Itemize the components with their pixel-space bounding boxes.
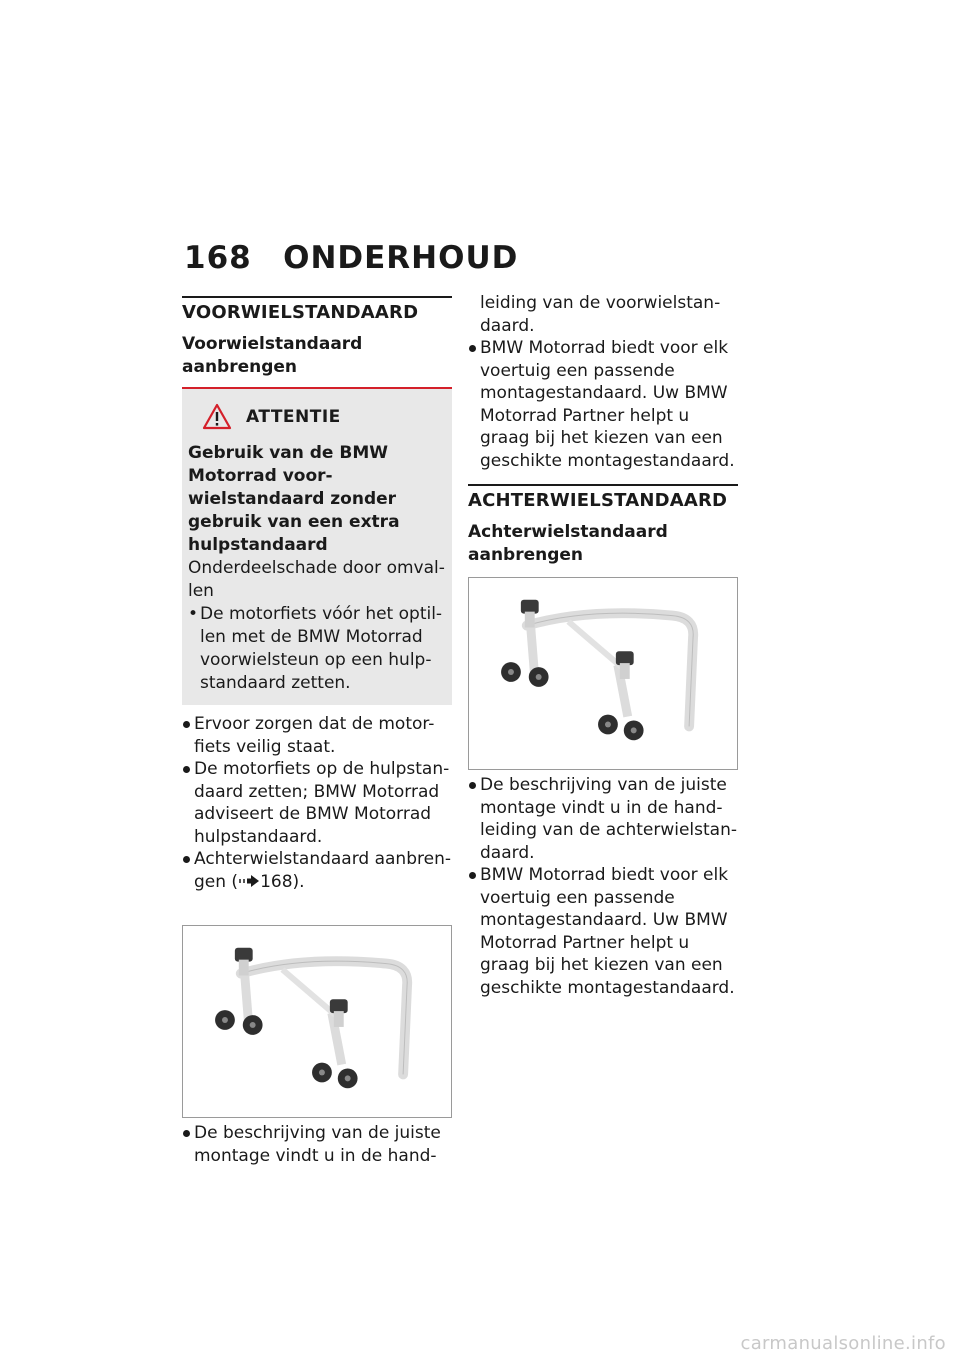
step-item: Ervoor zorgen dat de motor-fiets veilig staat. <box>182 713 452 758</box>
warning-measures <box>188 603 446 695</box>
warning-label: ATTENTIE <box>246 406 341 427</box>
subheading-rear-stand: Achterwielstandaard aanbrengen <box>468 522 668 565</box>
paddock-stand-illustration <box>469 578 737 769</box>
front-stand-note <box>182 1122 452 1167</box>
warning-consequence: Onderdeelschade door omval-len <box>188 558 445 601</box>
step-item: De beschrijving van de juiste montage vindt u in de hand-leiding van de achterwielstan-daard. <box>468 774 738 864</box>
front-stand-note-continued <box>468 292 738 472</box>
step-item: De motorfiets op de hulpstan-daard zetten; BMW Motorrad adviseert de BMW Motorrad hulpstandaard. <box>182 758 452 848</box>
warning-measure-item: • De motorfiets vóór het optil-len met de BMW Motorrad voorwielsteun op een hulp-standaard zetten. <box>188 603 446 695</box>
rear-stand-image <box>468 577 738 770</box>
reference-page-link[interactable]: 168). <box>260 871 305 892</box>
section-heading-front-stand: VOORWIELSTANDAARD <box>182 296 452 323</box>
step-item: De beschrijving van de juiste montage vindt u in de hand- <box>182 1122 452 1167</box>
step-item-with-reference <box>182 848 452 893</box>
page-number: 168 <box>184 240 252 276</box>
step-item-continued: leiding van de voorwielstan-daard. <box>480 293 721 336</box>
page-header <box>184 240 518 276</box>
paddock-stand-illustration <box>183 926 451 1117</box>
front-stand-image <box>182 925 452 1118</box>
warning-header <box>202 403 446 430</box>
warning-triangle-icon <box>202 403 232 430</box>
watermark: carmanualsonline.info <box>740 1333 946 1354</box>
step-text: Achterwielstandaard aanbren-gen ( <box>194 849 451 892</box>
front-stand-steps <box>182 713 452 893</box>
warning-box <box>182 389 452 705</box>
step-item: BMW Motorrad biedt voor elk voertuig een passende montagestandaard. Uw BMW Motorrad Partner helpt u graag bij het kiezen van een geschikte montagestandaard. <box>468 337 738 472</box>
rear-stand-steps <box>468 774 738 999</box>
step-item: BMW Motorrad biedt voor elk voertuig een passende montagestandaard. Uw BMW Motorrad Partner helpt u graag bij het kiezen van een geschikte montagestandaard. <box>468 864 738 999</box>
section-heading-rear-stand: ACHTERWIELSTANDAARD <box>468 484 738 511</box>
subheading-front-stand: Voorwielstandaard aanbrengen <box>182 333 452 389</box>
left-column <box>182 296 452 1167</box>
page-title: ONDERHOUD <box>283 240 519 276</box>
reference-arrow-icon <box>238 874 260 888</box>
right-column <box>468 292 738 999</box>
warning-situation: Gebruik van de BMW Motorrad voor-wielstandaard zonder gebruik van een extra hulpstandaard <box>188 443 400 555</box>
